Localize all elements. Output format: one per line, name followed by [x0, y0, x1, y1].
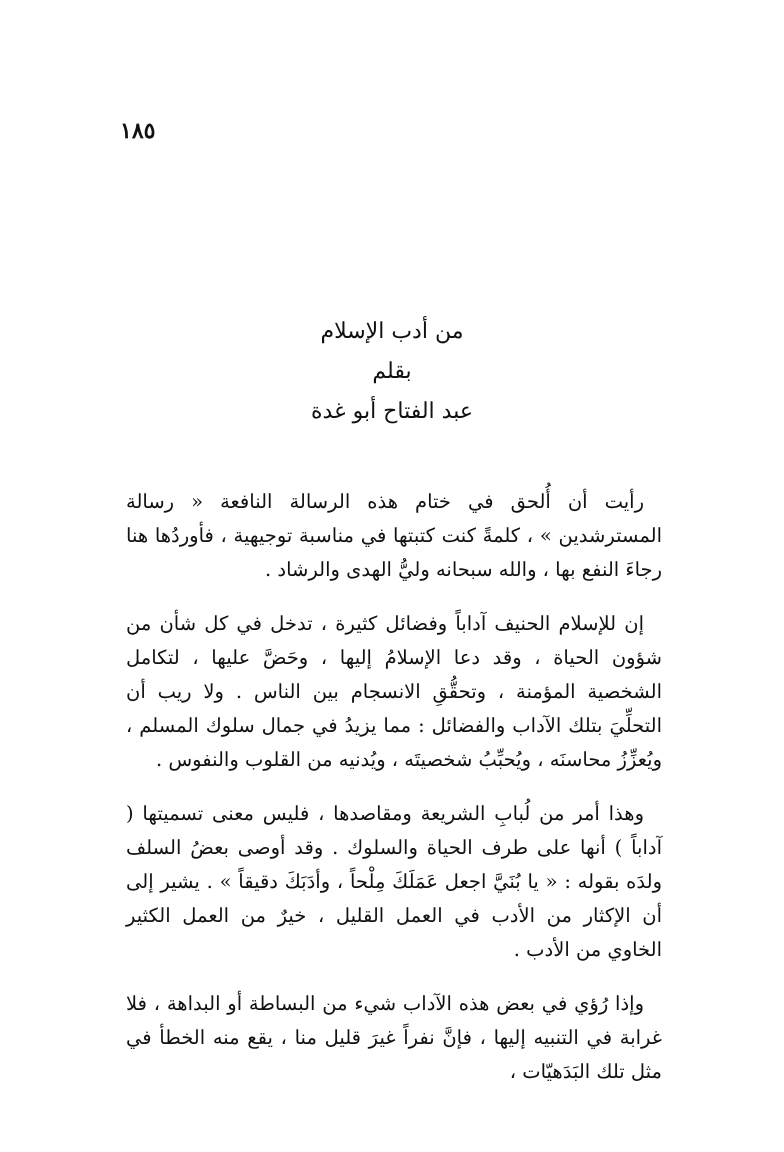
byline: بقلم: [372, 359, 412, 384]
author-name: عبد الفتاح أبو غدة: [311, 399, 473, 424]
paragraph-1: رأيت أن أُلحق في ختام هذه الرسالة النافعة « رسالة المسترشدين » ، كلمةً كنت كتبتها في مناسبة توجيهية ، فأوردُها هنا رجاءَ النفع بها ، والله سبحانه وليُّ الهدى والرشاد .: [126, 490, 662, 581]
article-title: من أدب الإسلام: [320, 319, 464, 344]
page-number: ١٨٥: [120, 118, 156, 144]
paragraph-2: إن للإسلام الحنيف آداباً وفضائل كثيرة ، تدخل في كل شأن من شؤون الحياة ، وقد دعا الإسلامُ إليها ، وحَضَّ عليها ، لتكامل الشخصية المؤمنة ، وتحقُّقِ الانسجام بين الناس . ولا ريب أن التحلِّيَ بتلك الآداب والفضائل : مما يزيدُ في جمال سلوك المسلم ، ويُعزِّزُ محاسنَه ، ويُحبِّبُ شخصيتَه ، ويُدنيه من القلوب والنفوس .: [126, 612, 662, 771]
paragraph-4: وإذا رُؤي في بعض هذه الآداب شيء من البساطة أو البداهة ، فلا غرابة في التنبيه إليها ، فإنَّ نفراً غيرَ قليل منا ، يقع منه الخطأ في مثل تلك البَدَهيّات ،: [126, 992, 662, 1083]
article-heading: [0, 312, 784, 432]
article-body: [126, 485, 662, 1089]
paragraph-3: وهذا أمر من لُبابِ الشريعة ومقاصدها ، فليس معنى تسميتها ( آداباً ) أنها على طرف الحياة والسلوك . وقد أوصى بعضُ السلف ولدَه بقوله : « يا بُنَيَّ اجعل عَمَلَكَ مِلْحاً ، وأدَبَكَ دقيقاً » . يشير إلى أن الإكثار من الأدب في العمل القليل ، خيرٌ من العمل الكثير الخاوي من الأدب .: [126, 802, 662, 961]
